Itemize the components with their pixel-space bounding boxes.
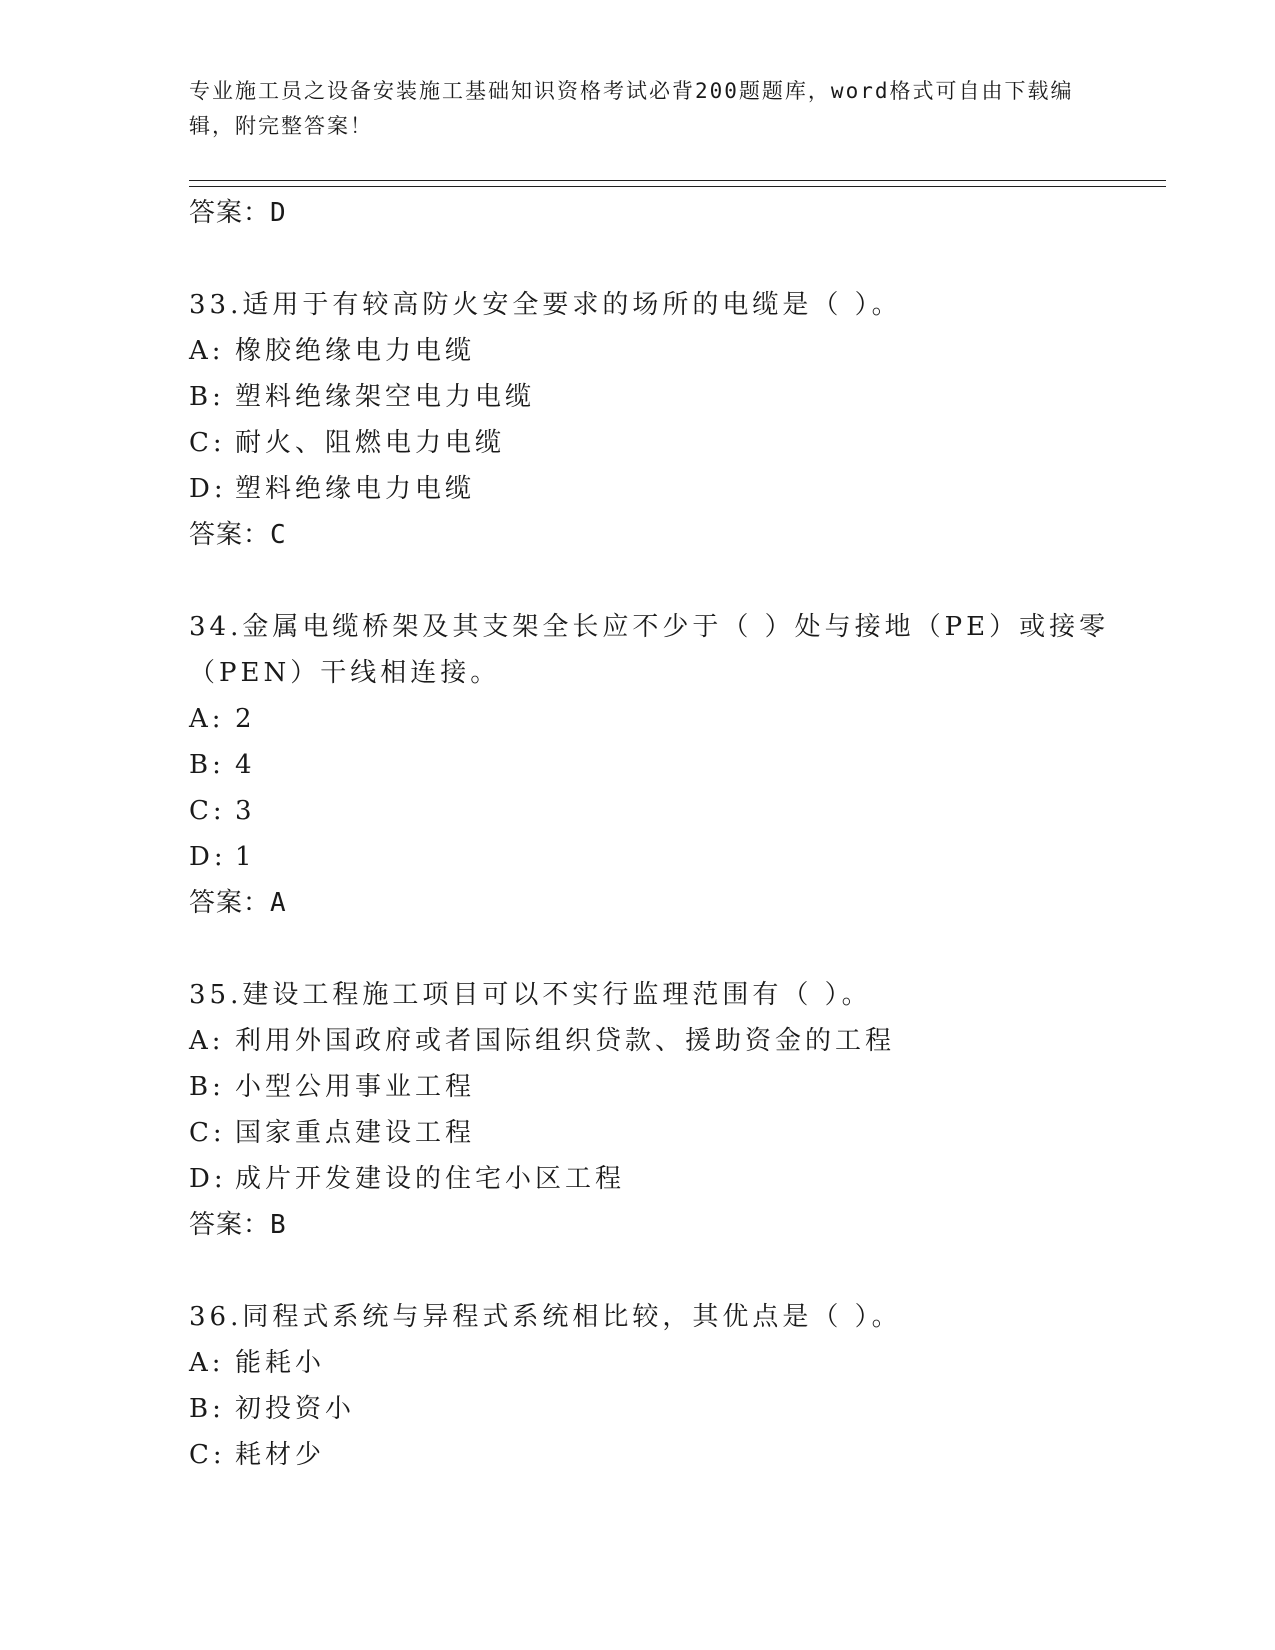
spacer <box>189 1248 1169 1294</box>
option-text: 利用外国政府或者国际组织贷款、援助资金的工程 <box>235 1026 896 1056</box>
option-letter: B: <box>189 1072 225 1102</box>
question-text <box>189 282 1169 328</box>
question-number: 33. <box>189 290 243 320</box>
option-text: 国家重点建设工程 <box>235 1118 476 1148</box>
option-letter: C: <box>189 1440 226 1470</box>
answer-label: 答案： <box>189 198 271 228</box>
option-letter: A: <box>189 1026 225 1056</box>
option-text: 耗材少 <box>235 1440 326 1470</box>
answer-line <box>189 880 1169 926</box>
answer-line <box>189 190 1169 236</box>
answer-line <box>189 512 1169 558</box>
spacer <box>189 558 1169 604</box>
question-text <box>189 972 1169 1018</box>
option-text: 能耗小 <box>235 1348 326 1378</box>
option-text: 初投资小 <box>235 1394 356 1424</box>
option-letter: A: <box>189 336 225 366</box>
option-text: 耐火、阻燃电力电缆 <box>235 428 506 458</box>
answer-value: D <box>270 198 287 228</box>
spacer <box>189 236 1169 282</box>
option-letter: B: <box>189 382 225 412</box>
answer-value: C <box>270 520 287 550</box>
option-letter: D: <box>189 474 227 504</box>
option-text: 3 <box>235 796 256 826</box>
header-double-rule <box>189 180 1166 187</box>
option-b <box>189 1064 1169 1110</box>
option-text: 塑料绝缘架空电力电缆 <box>235 382 536 412</box>
option-text: 塑料绝缘电力电缆 <box>235 474 476 504</box>
question-stem: 同程式系统与异程式系统相比较，其优点是（ ）。 <box>242 1302 902 1332</box>
option-d <box>189 1156 1169 1202</box>
option-c <box>189 420 1169 466</box>
option-d <box>189 834 1169 880</box>
answer-label: 答案： <box>189 520 271 550</box>
option-text: 小型公用事业工程 <box>235 1072 476 1102</box>
spacer <box>189 926 1169 972</box>
answer-value: A <box>270 888 287 918</box>
option-a <box>189 1340 1169 1386</box>
question-block <box>189 604 1169 926</box>
option-text: 2 <box>235 704 256 734</box>
option-text: 成片开发建设的住宅小区工程 <box>235 1164 626 1194</box>
option-letter: A: <box>189 704 225 734</box>
option-d <box>189 466 1169 512</box>
option-text: 橡胶绝缘电力电缆 <box>235 336 476 366</box>
question-list <box>189 190 1169 1478</box>
option-a <box>189 328 1169 374</box>
answer-label: 答案： <box>189 1210 271 1240</box>
option-b <box>189 742 1169 788</box>
question-number: 36. <box>189 1302 243 1332</box>
option-c <box>189 1110 1169 1156</box>
question-block <box>189 972 1169 1248</box>
option-c <box>189 1432 1169 1478</box>
option-b <box>189 1386 1169 1432</box>
question-block <box>189 282 1169 558</box>
option-letter: C: <box>189 796 226 826</box>
option-letter: B: <box>189 750 225 780</box>
answer-value: B <box>270 1210 287 1240</box>
option-letter: B: <box>189 1394 225 1424</box>
option-a <box>189 696 1169 742</box>
question-stem: 金属电缆桥架及其支架全长应不少于（ ）处与接地（PE）或接零（PEN）干线相连接。 <box>189 612 1110 688</box>
question-stem: 适用于有较高防火安全要求的场所的电缆是（ ）。 <box>242 290 902 320</box>
option-letter: D: <box>189 842 227 872</box>
option-letter: C: <box>189 428 226 458</box>
question-text <box>189 604 1169 696</box>
option-b <box>189 374 1169 420</box>
option-text: 1 <box>235 842 256 872</box>
answer-line <box>189 1202 1169 1248</box>
question-number: 34. <box>189 612 243 642</box>
question-number: 35. <box>189 980 243 1010</box>
question-stem: 建设工程施工项目可以不实行监理范围有（ ）。 <box>242 980 872 1010</box>
option-letter: C: <box>189 1118 226 1148</box>
answer-label: 答案： <box>189 888 271 918</box>
option-letter: D: <box>189 1164 227 1194</box>
question-block <box>189 1294 1169 1478</box>
option-letter: A: <box>189 1348 225 1378</box>
option-text: 4 <box>235 750 256 780</box>
option-a <box>189 1018 1169 1064</box>
option-c <box>189 788 1169 834</box>
question-text <box>189 1294 1169 1340</box>
document-header-title: 专业施工员之设备安装施工基础知识资格考试必背200题题库，word格式可自由下载编辑，附完整答案！ <box>189 79 1074 138</box>
